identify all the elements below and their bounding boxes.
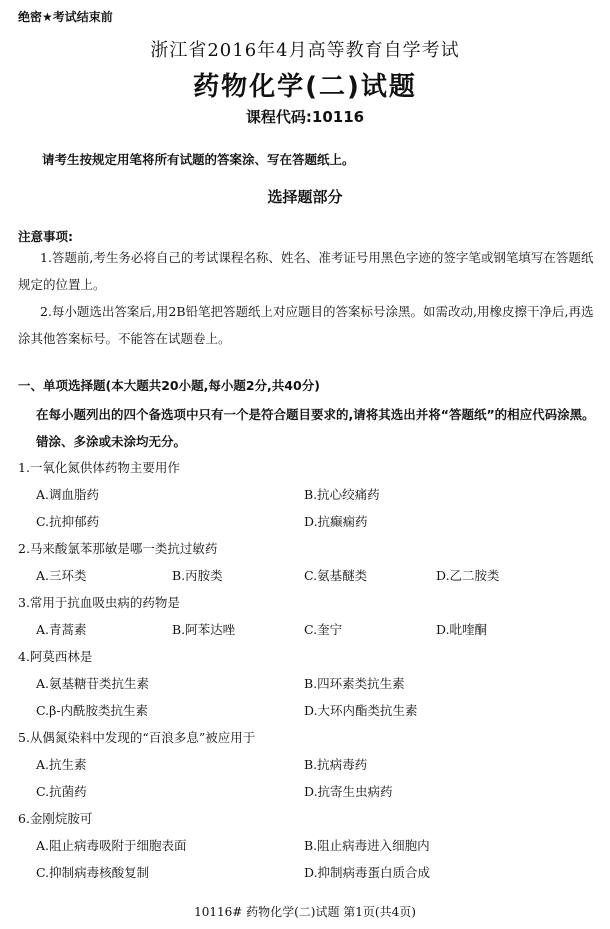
option-d: D.乙二胺类 bbox=[436, 568, 500, 583]
option-b: B.抗心绞痛药 bbox=[304, 487, 380, 502]
option-b: B.四环素类抗生素 bbox=[304, 676, 405, 691]
subject-title: 药物化学(二)试题 bbox=[193, 72, 417, 102]
course-code: 课程代码:10116 bbox=[245, 108, 365, 126]
note-item: 1.答题前,考生务必将自己的考试课程名称、姓名、准考证号用黑色字迹的签字笔或钢笔填写在答题纸规定的位置上。 bbox=[18, 250, 594, 292]
option-d: D.吡喹酮 bbox=[436, 622, 488, 637]
question-stem: 3.常用于抗血吸虫病的药物是 bbox=[18, 595, 180, 610]
note-item: 2.每小题选出答案后,用2B铅笔把答题纸上对应题目的答案标号涂黑。如需改动,用橡皮擦干净后,再选涂其他答案标号。不能答在试题卷上。 bbox=[18, 304, 594, 346]
option-b: B.丙胺类 bbox=[172, 568, 223, 583]
option-d: D.抗寄生虫病药 bbox=[304, 784, 393, 799]
option-c: C.氨基醚类 bbox=[304, 568, 368, 583]
option-c: C.抗抑郁药 bbox=[36, 514, 100, 529]
question-stem: 5.从偶氮染料中发现的“百浪多息”被应用于 bbox=[18, 730, 256, 745]
confidential-label: 绝密★考试结束前 bbox=[18, 10, 113, 24]
section-description: 在每小题列出的四个备选项中只有一个是符合题目要求的,请将其选出并将“答题纸”的相应代码涂黑。错涂、多涂或未涂均无分。 bbox=[36, 407, 595, 449]
option-c: C.抑制病毒核酸复制 bbox=[36, 865, 150, 880]
option-a: A.氨基糖苷类抗生素 bbox=[36, 676, 150, 691]
part-title: 选择题部分 bbox=[267, 188, 343, 206]
option-b: B.阻止病毒进入细胞内 bbox=[304, 838, 430, 853]
option-a: A.青蒿素 bbox=[36, 622, 87, 637]
question-stem: 4.阿莫西林是 bbox=[18, 649, 93, 664]
option-a: A.阻止病毒吸附于细胞表面 bbox=[36, 838, 187, 853]
question-stem: 2.马来酸氯苯那敏是哪一类抗过敏药 bbox=[18, 541, 218, 556]
option-a: A.三环类 bbox=[36, 568, 87, 583]
answer-instruction: 请考生按规定用笔将所有试题的答案涂、写在答题纸上。 bbox=[42, 152, 355, 167]
section-title: 一、单项选择题(本大题共20小题,每小题2分,共40分) bbox=[18, 378, 320, 393]
option-b: B.抗病毒药 bbox=[304, 757, 368, 772]
question-stem: 6.金刚烷胺可 bbox=[18, 811, 93, 826]
option-c: C.奎宁 bbox=[304, 622, 343, 637]
option-d: D.抗癫痫药 bbox=[304, 514, 368, 529]
option-d: D.抑制病毒蛋白质合成 bbox=[304, 865, 431, 880]
exam-title: 浙江省2016年4月高等教育自学考试 bbox=[150, 40, 460, 61]
notes-title: 注意事项: bbox=[18, 229, 73, 244]
option-a: A.抗生素 bbox=[36, 757, 87, 772]
option-a: A.调血脂药 bbox=[36, 487, 100, 502]
option-c: C.β-内酰胺类抗生素 bbox=[36, 703, 149, 718]
option-d: D.大环内酯类抗生素 bbox=[304, 703, 418, 718]
question-stem: 1.一氧化氮供体药物主要用作 bbox=[18, 460, 180, 475]
option-b: B.阿苯达唑 bbox=[172, 622, 236, 637]
page-footer: 10116# 药物化学(二)试题 第1页(共4页) bbox=[194, 905, 416, 919]
option-c: C.抗菌药 bbox=[36, 784, 87, 799]
